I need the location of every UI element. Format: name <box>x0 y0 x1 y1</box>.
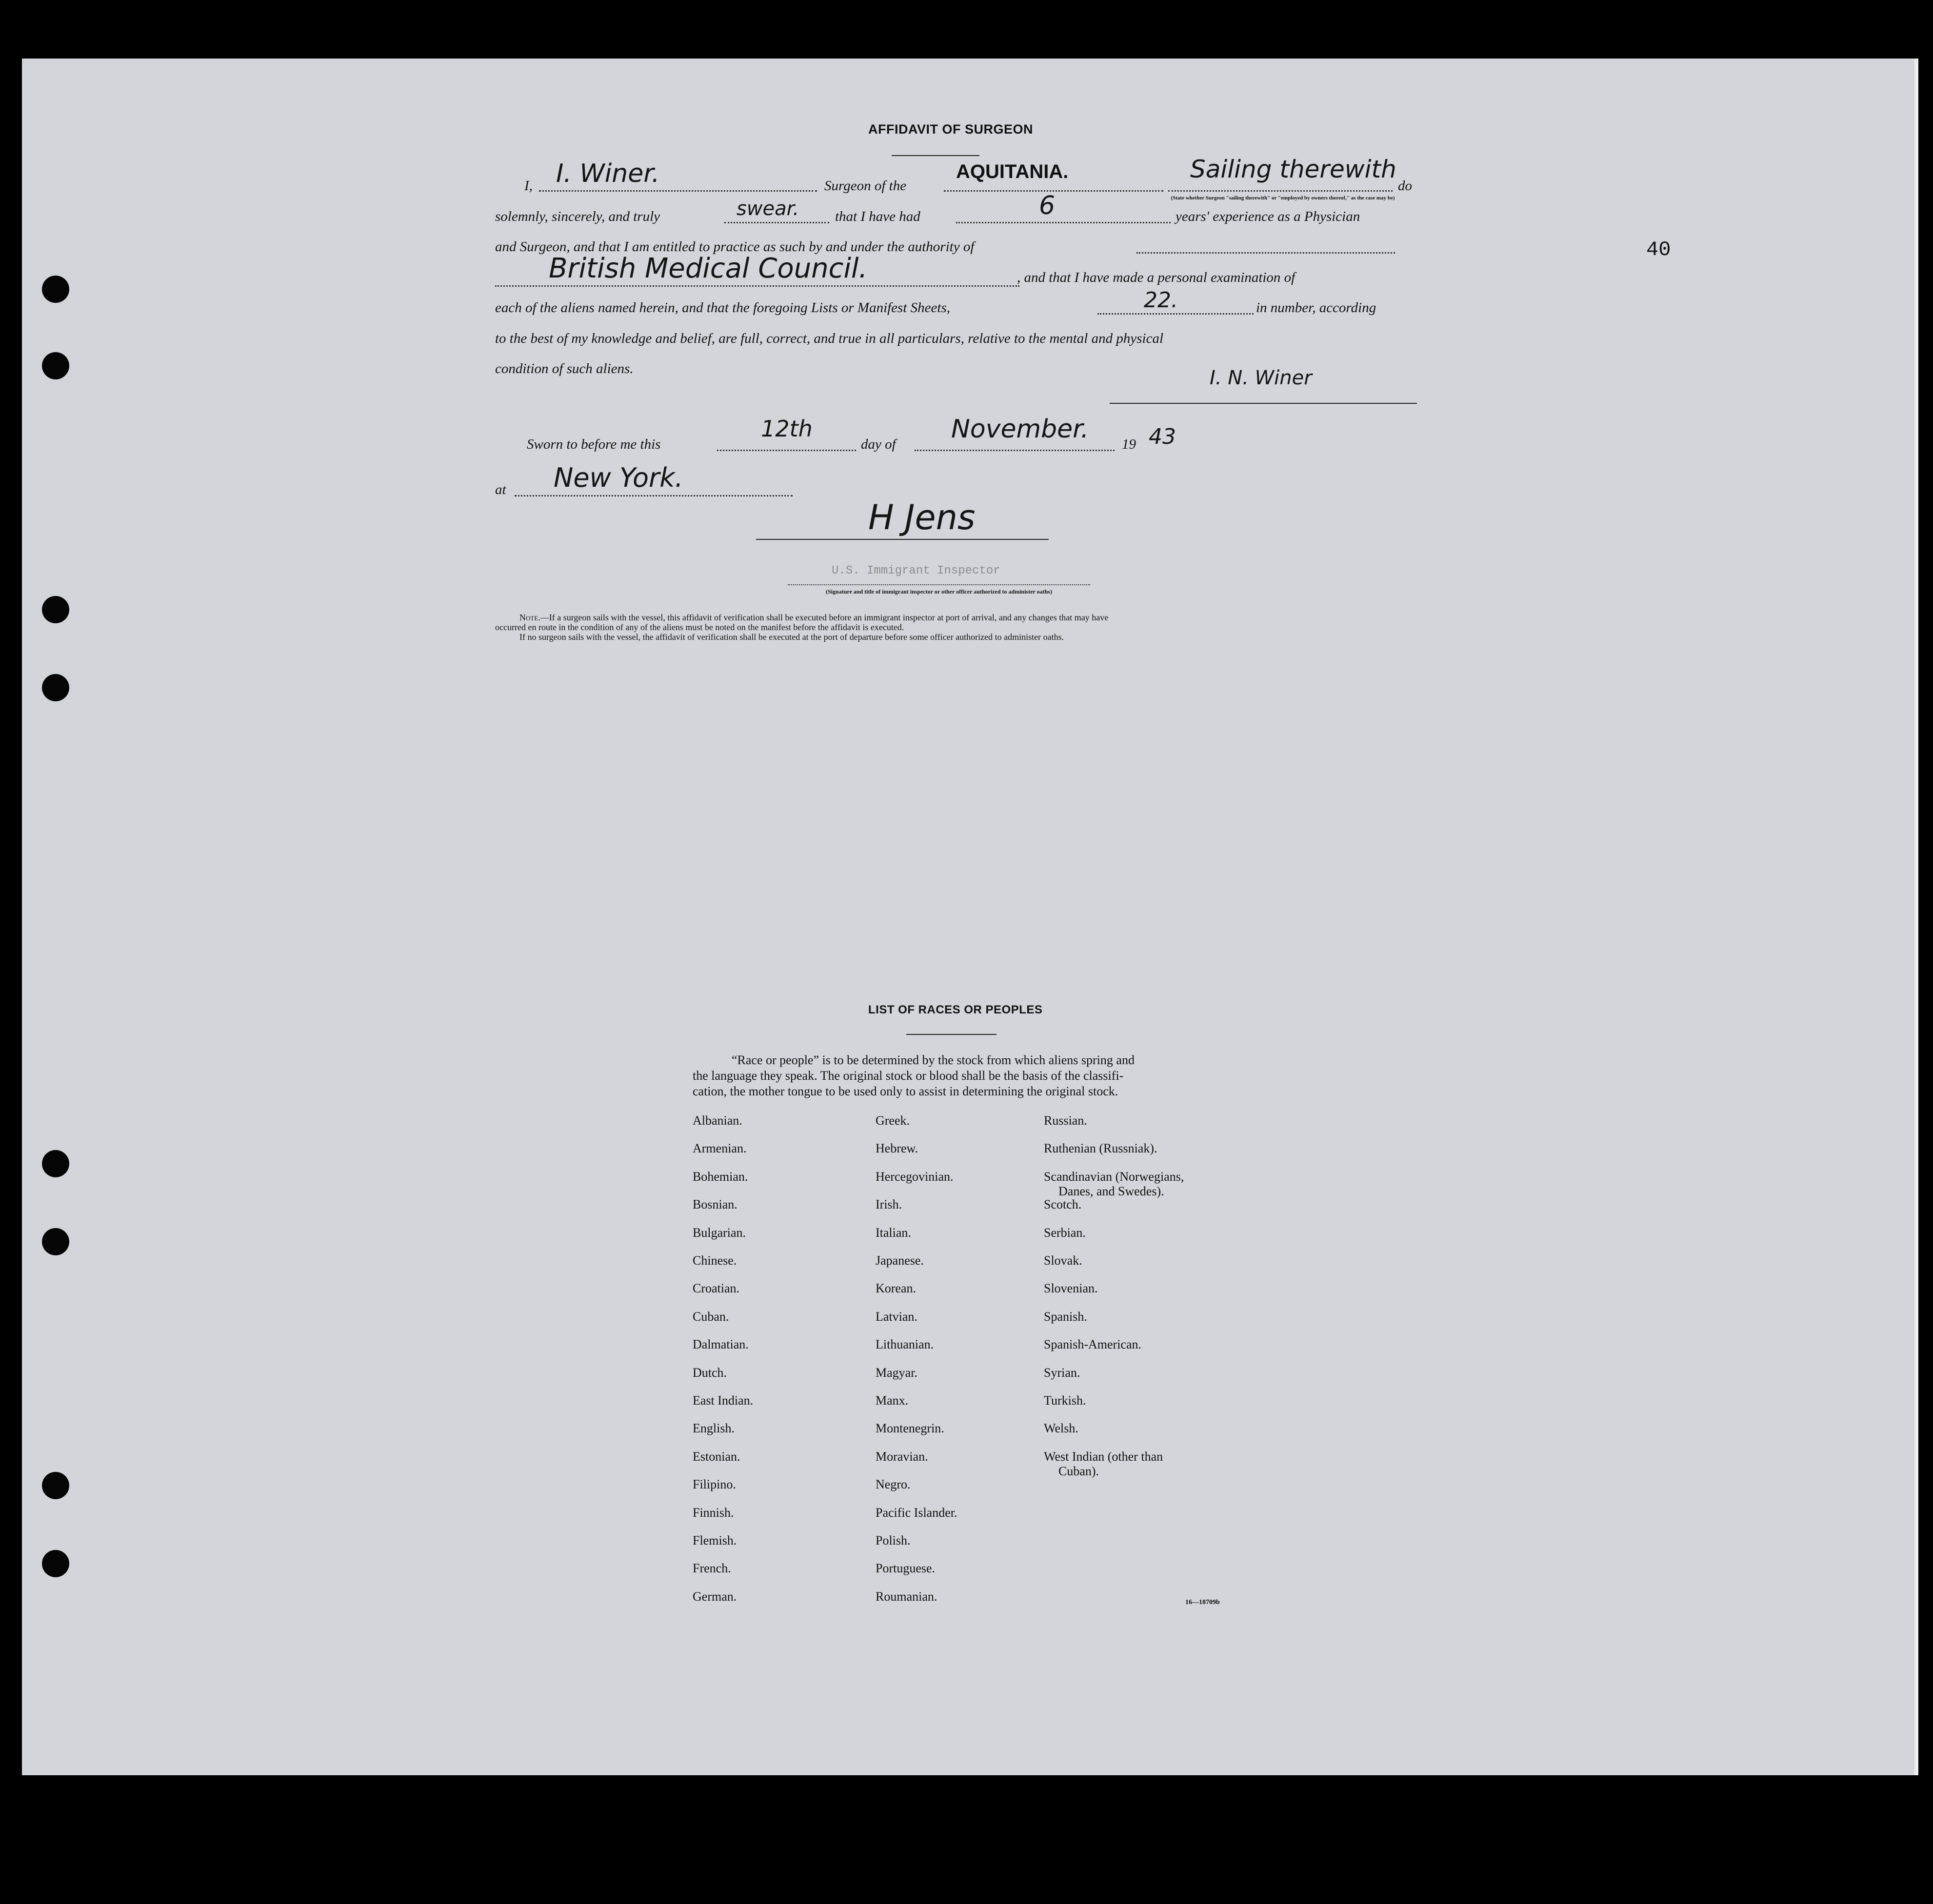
fill-line <box>1136 252 1395 254</box>
note-line-1: —If a surgeon sails with the vessel, this affidavit of verification shall be executed before an immigrant inspector at port of arrival, and any changes that may have <box>540 613 1109 622</box>
fill-line <box>788 584 1090 585</box>
affidavit-title: AFFIDAVIT OF SURGEON <box>868 122 1033 137</box>
text-surgeon-of-the: Surgeon of the <box>824 178 907 194</box>
races-title: LIST OF RACES OR PEOPLES <box>868 1003 1043 1016</box>
punch-hole <box>42 352 69 379</box>
race-item: Croatian. <box>693 1281 740 1296</box>
inspector-signature: H Jens <box>868 497 976 537</box>
race-item: Hebrew. <box>876 1141 918 1156</box>
text-19: 19 <box>1122 436 1136 452</box>
text-i: I, <box>524 178 533 194</box>
race-item: Scotch. <box>1044 1197 1082 1212</box>
race-item: Bulgarian. <box>693 1225 746 1240</box>
race-item: Latvian. <box>876 1309 917 1324</box>
punch-hole <box>42 596 69 623</box>
text-in-number: in number, according <box>1256 300 1376 316</box>
inspector-caption: (Signature and title of immigrant inspector or other officer authorized to administer oaths) <box>826 588 1052 595</box>
race-item: Roumanian. <box>876 1589 937 1604</box>
handwritten-years: 6 <box>1039 191 1056 220</box>
fill-line <box>915 450 1115 451</box>
inspector-stamp: U.S. Immigrant Inspector <box>832 564 1000 577</box>
race-item: Estonian. <box>693 1449 740 1464</box>
text-line-3: and Surgeon, and that I am entitled to practice as such by and under the authority of <box>495 239 975 255</box>
race-item: French. <box>693 1561 731 1576</box>
race-item: English. <box>693 1421 735 1436</box>
note-line-2: occurred en route in the condition of any of the aliens must be noted on the manifest before the affidavit is executed. <box>495 622 904 632</box>
text-line-7: condition of such aliens. <box>495 361 634 377</box>
handwritten-sailing: Sailing therewith <box>1190 155 1396 183</box>
signature-line <box>1110 403 1417 404</box>
fill-line <box>515 495 793 496</box>
punch-hole <box>42 1150 69 1177</box>
race-item: Danes, and Swedes). <box>1058 1184 1164 1198</box>
race-item: Moravian. <box>876 1449 928 1464</box>
race-item: Bohemian. <box>693 1169 748 1184</box>
race-item: Finnish. <box>693 1505 734 1520</box>
text-years-experience: years' experience as a Physician <box>1176 209 1360 224</box>
race-item: Turkish. <box>1044 1393 1086 1408</box>
ship-name: AQUITANIA. <box>956 161 1069 182</box>
race-item: Welsh. <box>1044 1421 1078 1436</box>
fill-line <box>717 450 856 451</box>
race-item: Filipino. <box>693 1477 736 1492</box>
intro-line-3: cation, the mother tongue to be used only to assist in determining the original stock. <box>693 1084 1118 1098</box>
page-number: 40 <box>1646 238 1671 261</box>
punch-hole <box>42 1472 69 1499</box>
divider <box>892 155 979 156</box>
race-item: Korean. <box>876 1281 917 1296</box>
handwritten-authority: British Medical Council. <box>549 253 868 284</box>
race-item: Serbian. <box>1044 1225 1086 1240</box>
text-do: do <box>1398 178 1412 194</box>
race-item: Hercegovinian. <box>876 1169 954 1184</box>
race-item: Japanese. <box>876 1253 924 1268</box>
surgeon-signature: I. N. Winer <box>1210 367 1312 389</box>
surgeon-status-note: (State whether Surgeon "sailing therewith" or "employed by owners thereof," as the case may be) <box>1171 195 1395 201</box>
text-line-6: to the best of my knowledge and belief, are full, correct, and true in all particulars, relative to the mental and physical <box>495 331 1164 346</box>
note-line-3: If no surgeon sails with the vessel, the affidavit of verification shall be executed at the port of departure before some officer authorized to administer oaths. <box>519 632 1064 642</box>
handwritten-surgeon-name: I. Winer. <box>556 159 660 188</box>
punch-hole <box>42 1228 69 1255</box>
text-at: at <box>495 482 506 497</box>
fill-line <box>1168 190 1393 192</box>
race-item: Slovenian. <box>1044 1281 1098 1296</box>
race-item: Ruthenian (Russniak). <box>1044 1141 1157 1156</box>
fill-line <box>539 190 817 192</box>
race-item: Italian. <box>876 1225 911 1240</box>
handwritten-year: 43 <box>1149 424 1176 449</box>
race-item: Lithuanian. <box>876 1337 934 1352</box>
race-item: Polish. <box>876 1533 911 1547</box>
race-item: Chinese. <box>693 1253 737 1268</box>
fill-line <box>956 222 1171 223</box>
fill-line <box>495 285 1019 287</box>
race-item: Montenegrin. <box>876 1421 944 1436</box>
race-item: Irish. <box>876 1197 902 1212</box>
text-day-of: day of <box>861 436 896 452</box>
note-label: Note. <box>519 613 540 622</box>
race-item: Albanian. <box>693 1113 742 1128</box>
handwritten-month: November. <box>951 415 1089 444</box>
race-item: East Indian. <box>693 1393 754 1408</box>
intro-line-2: the language they speak. The original stock or blood shall be the basis of the classifi- <box>693 1069 1124 1083</box>
intro-line-1: “Race or people” is to be determined by the stock from which aliens spring and <box>732 1053 1135 1067</box>
race-item: Cuban). <box>1058 1464 1099 1478</box>
race-item: Spanish-American. <box>1044 1337 1142 1352</box>
race-item: Portuguese. <box>876 1561 936 1576</box>
divider <box>906 1034 996 1035</box>
race-item: Dutch. <box>693 1365 727 1380</box>
race-item: Syrian. <box>1044 1365 1080 1380</box>
handwritten-sheets: 22. <box>1144 288 1178 313</box>
races-intro <box>693 1052 1229 1099</box>
punch-hole <box>42 1550 69 1577</box>
text-that-i-have-had: that I have had <box>835 209 920 224</box>
race-item: Cuban. <box>693 1309 729 1324</box>
text-solemnly: solemnly, sincerely, and truly <box>495 209 660 224</box>
race-item: Dalmatian. <box>693 1337 749 1352</box>
fill-line <box>724 222 829 223</box>
handwritten-place: New York. <box>554 462 683 493</box>
punch-hole <box>42 674 69 701</box>
race-item: Spanish. <box>1044 1309 1087 1324</box>
document-page <box>22 59 1918 1775</box>
race-item: Flemish. <box>693 1533 737 1547</box>
race-item: Bosnian. <box>693 1197 737 1212</box>
race-item: Magyar. <box>876 1365 917 1380</box>
text-sworn: Sworn to before me this <box>527 436 661 452</box>
handwritten-day: 12th <box>761 416 813 442</box>
race-item: Negro. <box>876 1477 911 1492</box>
race-item: Pacific Islander. <box>876 1505 957 1520</box>
race-item: Greek. <box>876 1113 910 1128</box>
race-item: German. <box>693 1589 737 1604</box>
text-and-that: , and that I have made a personal examination of <box>1017 270 1295 285</box>
race-item: Armenian. <box>693 1141 747 1156</box>
fill-line <box>1097 313 1254 315</box>
race-item: Russian. <box>1044 1113 1087 1128</box>
punch-hole <box>42 276 69 303</box>
text-each-of-aliens: each of the aliens named herein, and that the foregoing Lists or Manifest Sheets, <box>495 300 950 316</box>
signature-line <box>756 539 1049 540</box>
race-item: Manx. <box>876 1393 909 1408</box>
race-item: Scandinavian (Norwegians, <box>1044 1169 1184 1184</box>
race-item: West Indian (other than <box>1044 1449 1163 1464</box>
affidavit-note <box>495 613 1422 642</box>
race-item: Slovak. <box>1044 1253 1082 1268</box>
form-number: 16—18709b <box>1185 1599 1220 1606</box>
handwritten-swear: swear. <box>737 198 799 220</box>
